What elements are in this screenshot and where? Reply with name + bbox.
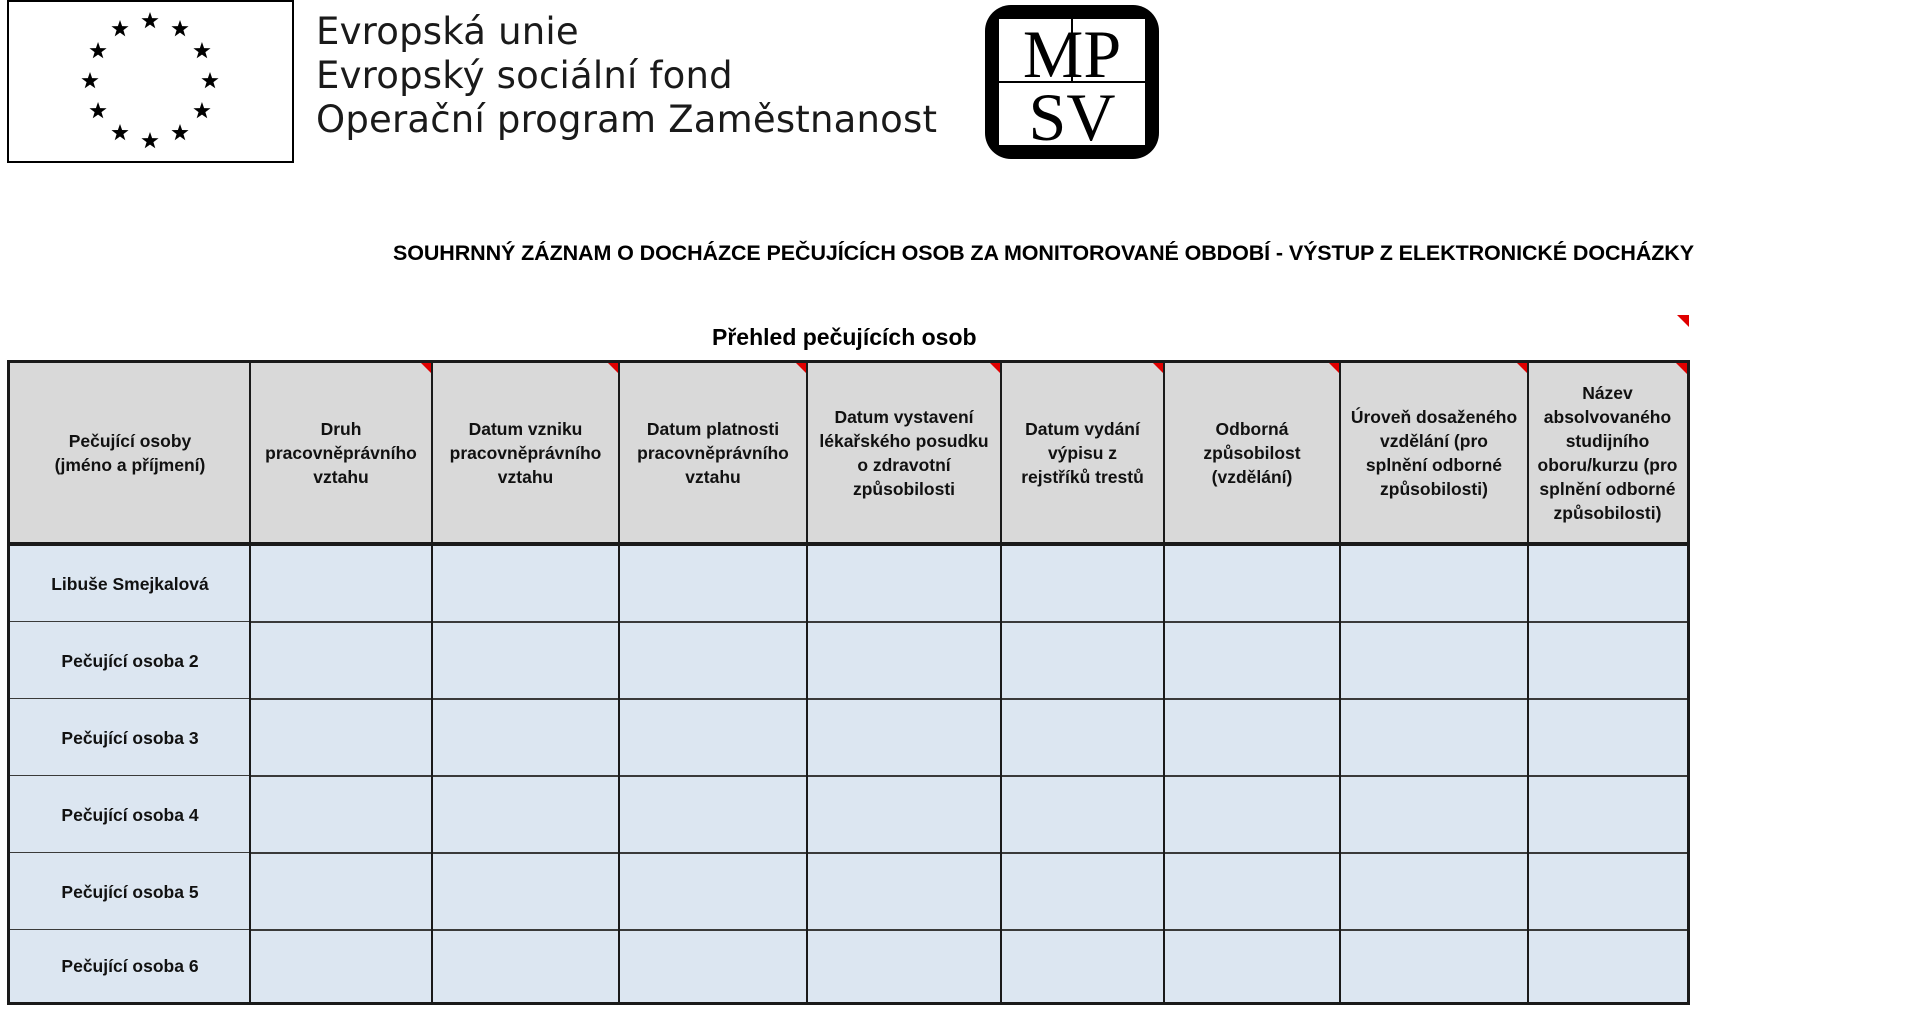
data-cell[interactable] [807, 853, 1001, 930]
column-divider [1339, 363, 1341, 1002]
data-cell[interactable] [1340, 699, 1528, 776]
eu-programme-text [316, 10, 937, 142]
data-cell[interactable] [1340, 853, 1528, 930]
column-header: Odborná způsobilost (vzdělání) [1203, 418, 1301, 487]
data-cell[interactable] [432, 853, 619, 930]
data-cell[interactable] [432, 776, 619, 853]
caregiver-name-cell[interactable]: Pečující osoba 3 [10, 699, 250, 776]
data-cell[interactable] [1340, 776, 1528, 853]
data-cell[interactable] [250, 546, 432, 622]
eu-star-icon [201, 72, 218, 88]
mpsv-logo [983, 3, 1161, 161]
data-cell[interactable] [807, 546, 1001, 622]
data-cell[interactable] [250, 776, 432, 853]
document-title: SOUHRNNÝ ZÁZNAM O DOCHÁZCE PEČUJÍCÍCH OSOB ZA MONITOROVANÉ OBDOBÍ - VÝSTUP Z ELEKTRONICKÉ DOCHÁZKY [393, 241, 1694, 265]
eu-star-icon [193, 102, 210, 118]
column-divider [1163, 363, 1165, 1002]
eu-stars-icon [9, 2, 292, 161]
data-cell[interactable] [1001, 699, 1164, 776]
data-cell[interactable] [1340, 930, 1528, 1002]
data-cell[interactable] [1001, 776, 1164, 853]
data-cell[interactable] [619, 853, 807, 930]
eu-star-icon [81, 72, 98, 88]
data-cell[interactable] [1001, 853, 1164, 930]
data-cell[interactable] [1528, 776, 1687, 853]
eu-star-icon [89, 102, 106, 118]
column-divider [249, 363, 251, 1002]
data-cell[interactable] [1164, 930, 1340, 1002]
data-cell[interactable] [1528, 930, 1687, 1002]
data-cell[interactable] [807, 622, 1001, 699]
caregiver-name-cell[interactable]: Pečující osoba 2 [10, 622, 250, 699]
eu-star-icon [141, 12, 158, 28]
data-cell[interactable] [1164, 853, 1340, 930]
data-cell[interactable] [250, 699, 432, 776]
data-cell[interactable] [1528, 622, 1687, 699]
data-cell[interactable] [619, 546, 807, 622]
column-divider [806, 363, 808, 1002]
data-cell[interactable] [1528, 853, 1687, 930]
column-divider [1527, 363, 1529, 1002]
caregiver-name-cell[interactable]: Pečující osoba 6 [10, 930, 250, 1002]
eu-flag-logo [7, 0, 294, 163]
data-cell[interactable] [807, 776, 1001, 853]
data-cell[interactable] [1528, 699, 1687, 776]
comment-marker[interactable] [1676, 363, 1687, 374]
data-cell[interactable] [250, 930, 432, 1002]
data-cell[interactable] [807, 930, 1001, 1002]
data-cell[interactable] [1164, 699, 1340, 776]
data-cell[interactable] [619, 622, 807, 699]
eu-star-icon [193, 42, 210, 58]
eu-star-icon [171, 20, 188, 36]
eu-star-icon [171, 124, 188, 140]
data-cell[interactable] [432, 622, 619, 699]
column-divider [431, 363, 433, 1002]
caregiver-name-cell[interactable]: Pečující osoba 4 [10, 776, 250, 853]
data-cell[interactable] [1164, 546, 1340, 622]
column-header: Datum platnosti pracovněprávního vztahu [637, 418, 789, 487]
data-cell[interactable] [1340, 546, 1528, 622]
data-cell[interactable] [1164, 776, 1340, 853]
data-cell[interactable] [619, 699, 807, 776]
data-cell[interactable] [1164, 622, 1340, 699]
data-cell[interactable] [1001, 622, 1164, 699]
column-header: Úroveň dosaženého vzdělání (pro splnění odborné způsobilosti) [1350, 406, 1518, 499]
caregiver-name-cell[interactable]: Pečující osoba 5 [10, 853, 250, 930]
column-header: Datum vzniku pracovněprávního vztahu [449, 418, 602, 487]
data-cell[interactable] [250, 622, 432, 699]
logo-text-top: MP [1022, 16, 1122, 92]
eu-line-2: Evropský sociální fond [316, 54, 733, 97]
eu-line-1: Evropská unie [316, 10, 579, 53]
column-divider [618, 363, 620, 1002]
data-cell[interactable] [432, 699, 619, 776]
data-cell[interactable] [619, 930, 807, 1002]
caregivers-table [7, 360, 1690, 1005]
column-header: Název absolvovaného studijního oboru/kurzu (pro splnění odborné způsobilosti) [1537, 382, 1678, 523]
column-divider [1000, 363, 1002, 1002]
data-cell[interactable] [1528, 546, 1687, 622]
logo-text-bottom: SV [1028, 79, 1116, 155]
comment-marker[interactable] [1677, 315, 1689, 327]
column-header: Datum vydání výpisu z rejstříků trestů [1021, 418, 1144, 487]
data-cell[interactable] [619, 776, 807, 853]
data-cell[interactable] [250, 853, 432, 930]
data-cell[interactable] [432, 930, 619, 1002]
data-cell[interactable] [807, 699, 1001, 776]
eu-star-icon [89, 42, 106, 58]
data-cell[interactable] [432, 546, 619, 622]
data-cell[interactable] [1001, 930, 1164, 1002]
eu-star-icon [141, 132, 158, 148]
data-cell[interactable] [1001, 546, 1164, 622]
caregiver-name-cell[interactable]: Libuše Smejkalová [10, 546, 250, 622]
table-caption: Přehled pečujících osob [712, 324, 977, 350]
data-cell[interactable] [1340, 622, 1528, 699]
column-header: Pečující osoby (jméno a příjmení) [54, 430, 206, 475]
column-header: Druh pracovněprávního vztahu [265, 418, 417, 487]
eu-line-3: Operační program Zaměstnanost [316, 98, 938, 141]
eu-star-icon [111, 20, 128, 36]
eu-star-icon [111, 124, 128, 140]
column-header: Datum vystavení lékařského posudku o zdravotní způsobilosti [819, 406, 989, 499]
